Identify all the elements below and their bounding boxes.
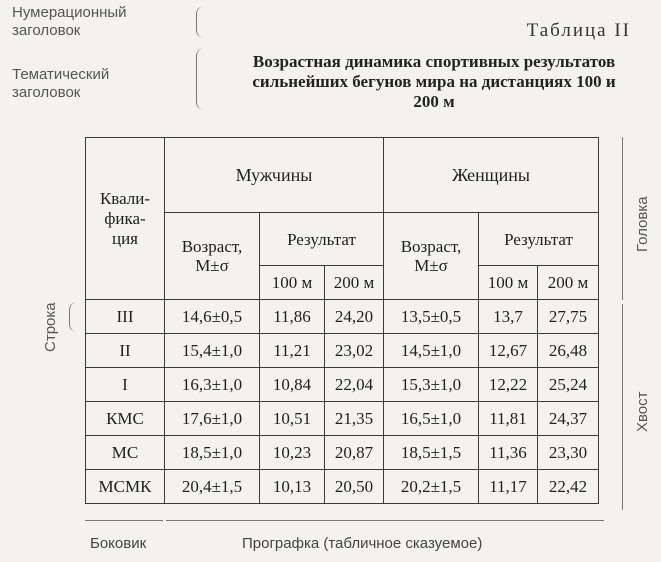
- row-label: Строка: [42, 302, 59, 352]
- sports-results-table: [85, 137, 599, 504]
- men-age-cell: 17,6±1,0: [165, 402, 260, 436]
- thematic-header-label: Тематический заголовок: [12, 66, 110, 101]
- table-number: Таблица II: [526, 20, 631, 41]
- men-100m-cell: 10,51: [260, 402, 325, 436]
- qualification-cell: II: [86, 334, 165, 368]
- table-row: [86, 300, 599, 334]
- men-age-header: Возраст, M±σ: [165, 213, 260, 300]
- women-100m-cell: 11,36: [479, 436, 538, 470]
- women-age-cell: 20,2±1,5: [384, 470, 479, 504]
- men-100m-cell: 10,23: [260, 436, 325, 470]
- women-200m-cell: 25,24: [538, 368, 599, 402]
- table-row: [86, 402, 599, 436]
- women-100m-cell: 13,7: [479, 300, 538, 334]
- men-200m-cell: 22,04: [325, 368, 384, 402]
- qualification-header: Квали- фика- ция: [86, 138, 165, 300]
- thematic-header-brace: [196, 48, 207, 110]
- men-200m-header: 200 м: [325, 266, 384, 300]
- women-result-header: Результат: [479, 213, 599, 266]
- men-200m-cell: 20,50: [325, 470, 384, 504]
- table-row: [86, 368, 599, 402]
- head-label: Головка: [634, 196, 651, 252]
- women-100m-cell: 12,22: [479, 368, 538, 402]
- women-200m-cell: 22,42: [538, 470, 599, 504]
- women-200m-cell: 23,30: [538, 436, 599, 470]
- men-100m-cell: 11,86: [260, 300, 325, 334]
- men-100m-cell: 11,21: [260, 334, 325, 368]
- men-age-cell: 14,6±0,5: [165, 300, 260, 334]
- qualification-cell: МСМК: [86, 470, 165, 504]
- table-body: [86, 300, 599, 504]
- table-row: [86, 436, 599, 470]
- men-200m-cell: 20,87: [325, 436, 384, 470]
- women-age-cell: 18,5±1,5: [384, 436, 479, 470]
- men-age-cell: 20,4±1,5: [165, 470, 260, 504]
- men-200m-cell: 23,02: [325, 334, 384, 368]
- stub-bracket: [85, 520, 163, 529]
- qualification-cell: МС: [86, 436, 165, 470]
- women-100m-header: 100 м: [479, 266, 538, 300]
- women-200m-cell: 24,37: [538, 402, 599, 436]
- men-200m-cell: 21,35: [325, 402, 384, 436]
- tail-label: Хвост: [634, 391, 651, 432]
- men-100m-cell: 10,84: [260, 368, 325, 402]
- qualification-cell: I: [86, 368, 165, 402]
- qualification-cell: III: [86, 300, 165, 334]
- women-header: Женщины: [384, 138, 599, 213]
- men-100m-cell: 10,13: [260, 470, 325, 504]
- women-age-cell: 16,5±1,0: [384, 402, 479, 436]
- men-age-cell: 16,3±1,0: [165, 368, 260, 402]
- table-row: [86, 470, 599, 504]
- row-brace: [69, 302, 80, 332]
- men-header: Мужчины: [165, 138, 384, 213]
- men-100m-header: 100 м: [260, 266, 325, 300]
- tail-bracket: [614, 304, 623, 510]
- prograph-label: Прографка (табличное сказуемое): [242, 535, 483, 552]
- numbering-header-brace: [196, 6, 207, 38]
- table-row: [86, 334, 599, 368]
- women-100m-cell: 11,17: [479, 470, 538, 504]
- women-200m-cell: 27,75: [538, 300, 599, 334]
- women-200m-cell: 26,48: [538, 334, 599, 368]
- women-100m-cell: 12,67: [479, 334, 538, 368]
- men-age-cell: 18,5±1,0: [165, 436, 260, 470]
- women-200m-header: 200 м: [538, 266, 599, 300]
- numbering-header-label: Нумерационный заголовок: [12, 4, 127, 39]
- head-bracket: [614, 137, 623, 300]
- women-age-header: Возраст, M±σ: [384, 213, 479, 300]
- men-age-cell: 15,4±1,0: [165, 334, 260, 368]
- qualification-cell: КМС: [86, 402, 165, 436]
- women-age-cell: 13,5±0,5: [384, 300, 479, 334]
- women-100m-cell: 11,81: [479, 402, 538, 436]
- women-age-cell: 14,5±1,0: [384, 334, 479, 368]
- stub-label: Боковик: [90, 535, 147, 552]
- men-200m-cell: 24,20: [325, 300, 384, 334]
- men-result-header: Результат: [260, 213, 384, 266]
- women-age-cell: 15,3±1,0: [384, 368, 479, 402]
- table-title: Возрастная динамика спортивных результатов сильнейших бегунов мира на дистанциях 100 и 200 м: [252, 52, 616, 111]
- prograph-bracket: [166, 520, 604, 529]
